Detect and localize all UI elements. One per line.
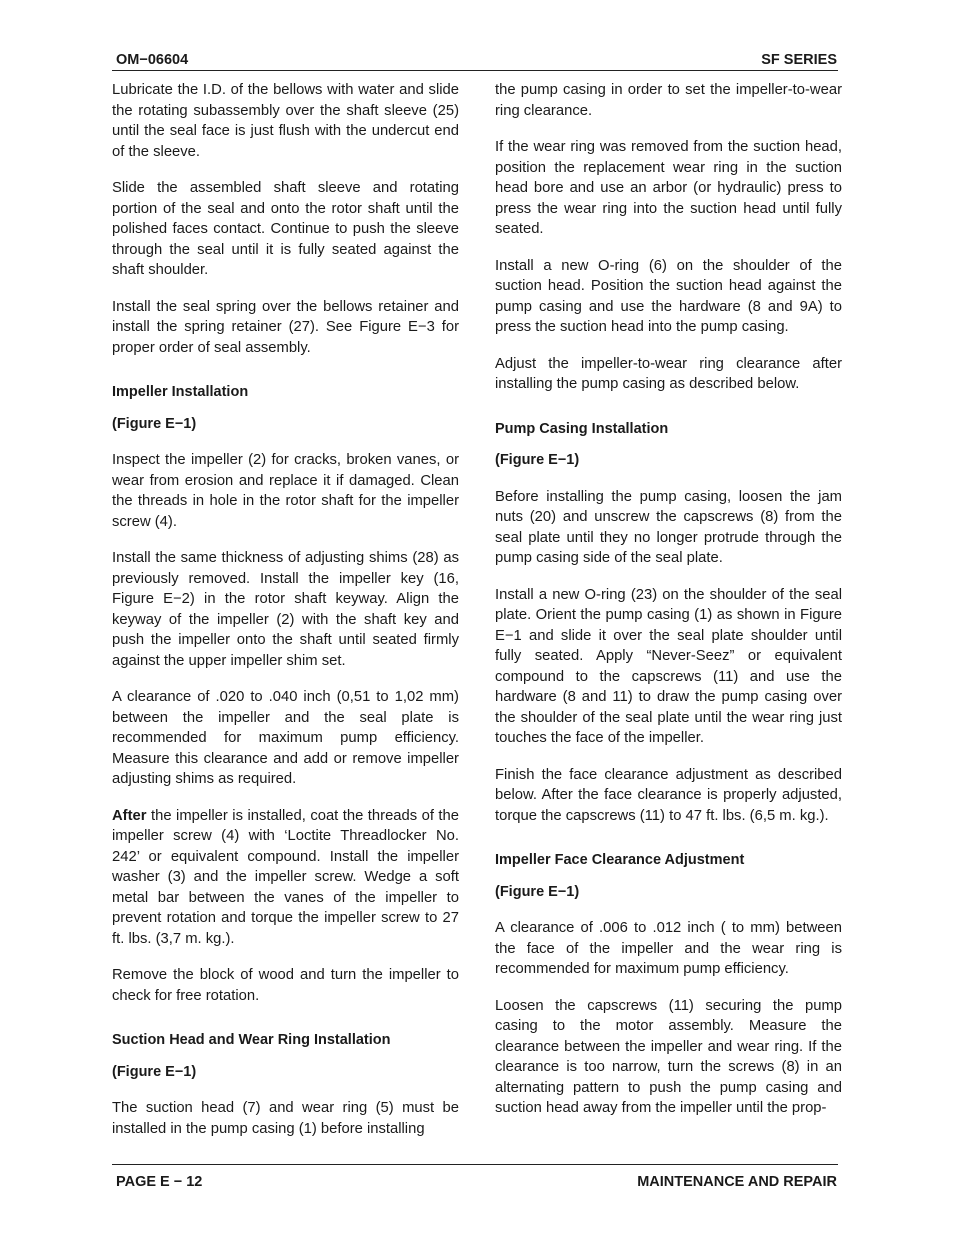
paragraph: Lubricate the I.D. of the bellows with water and slide the rotating subassembly over the shaft sleeve (25) until the seal face is just flush with the undercut end of the sleeve. [112, 82, 459, 160]
section-title: MAINTENANCE AND REPAIR [637, 1174, 837, 1190]
figure-reference: (Figure E−1) [112, 415, 197, 432]
paragraph: Before installing the pump casing, loosen the jam nuts (20) and unscrew the capscrews (8) from the seal plate until they no longer protrude through the pump casing side of the seal plate. [495, 488, 842, 566]
figure-reference: (Figure E−1) [495, 452, 580, 468]
paragraph: Adjust the impeller-to-wear ring clearance after installing the pump casing as described below. [495, 355, 842, 392]
paragraph: the pump casing in order to set the impeller-to-wear ring clearance. [495, 82, 842, 119]
right-column [495, 80, 842, 1135]
paragraph: Slide the assembled shaft sleeve and rotating portion of the seal and onto the rotor shaft until the polished faces contact. Continue to push the sleeve through the seal until it is fully seated against the shaft shoulder. [112, 180, 459, 278]
series-title: SF SERIES [761, 52, 837, 68]
paragraph: Install a new O-ring (23) on the shoulder of the seal plate. Orient the pump casing (1) as shown in Figure E−1 and slide it over the seal plate shoulder until fully seated. Apply “Never-Seez” or equivalent compound to the capscrews (11) and use the hardware (8 and 11) to draw the pump casing over the shoulder of the seal plate until the wear ring just touches the face of the impeller. [495, 586, 842, 746]
section-heading-impeller-installation: Impeller Installation [112, 384, 249, 400]
paragraph: Install the same thickness of adjusting shims (28) as previously removed. Install the impeller key (16, Figure E−2) in the rotor shaft keyway. Align the keyway of the impeller (2) with the shaft key and push the impeller onto the shaft until seated firmly against the upper impeller shim set. [112, 550, 459, 669]
paragraph: Remove the block of wood and turn the impeller to check for free rotation. [112, 967, 459, 1004]
paragraph: If the wear ring was removed from the suction head, position the replacement wear ring in the suction head bore and use an arbor (or hydraulic) press to press the wear ring into the suction head until fully seated. [495, 139, 842, 237]
paragraph [112, 806, 459, 950]
paragraph: Loosen the capscrews (11) securing the pump casing to the motor assembly. Measure the clearance between the impeller and wear ring. If the clearance is too narrow, turn the screws (8) in an alternating pattern to push the pump casing and suction head away from the impeller until the prop- [495, 997, 842, 1116]
emphasis-after: After [112, 807, 147, 824]
paragraph: Finish the face clearance adjustment as described below. After the face clearance is properly adjusted, torque the capscrews (11) to 47 ft. lbs. (6,5 m. kg.). [495, 766, 842, 824]
paragraph: The suction head (7) and wear ring (5) must be installed in the pump casing (1) before installing [112, 1100, 459, 1137]
figure-reference: (Figure E−1) [112, 1063, 197, 1080]
footer-rule [112, 1164, 838, 1165]
left-column [112, 80, 459, 1155]
paragraph: A clearance of .020 to .040 inch (0,51 to 1,02 mm) between the impeller and the seal plate is recommended for maximum pump efficiency. Measure this clearance and add or remove impeller adjusting shims as required. [112, 689, 459, 787]
document-number: OM−06604 [116, 52, 189, 68]
figure-reference: (Figure E−1) [495, 883, 580, 900]
header-rule [112, 70, 838, 71]
paragraph: A clearance of .006 to .012 inch ( to mm) between the face of the impeller and the wear ring is recommended for maximum pump efficiency. [495, 920, 842, 977]
paragraph: Inspect the impeller (2) for cracks, broken vanes, or wear from erosion and replace it if damaged. Clean the threads in hole in the rotor shaft for the impeller screw (4). [112, 452, 459, 530]
paragraph: Install the seal spring over the bellows retainer and install the spring retainer (27). See Figure E−3 for proper order of seal assembly. [112, 298, 459, 356]
page-number: PAGE E − 12 [116, 1174, 203, 1190]
section-heading-suction-head: Suction Head and Wear Ring Installation [112, 1032, 391, 1048]
section-heading-pump-casing: Pump Casing Installation [495, 420, 669, 437]
section-heading-face-clearance: Impeller Face Clearance Adjustment [495, 852, 745, 868]
paragraph-text: the impeller is installed, coat the threads of the impeller screw (4) with ‘Loctite Threadlocker No. 242’ or equivalent compound. Install the impeller washer (3) and the impeller screw. Wedge a soft metal bar between the vanes of the impeller to prevent rotation and torque the impeller screw to 27 ft. lbs. (3,7 m. kg.). [112, 807, 459, 947]
paragraph: Install a new O-ring (6) on the shoulder of the suction head. Position the suction head against the pump casing and use the hardware (8 and 9A) to press the suction head into the pump casing. [495, 257, 842, 335]
